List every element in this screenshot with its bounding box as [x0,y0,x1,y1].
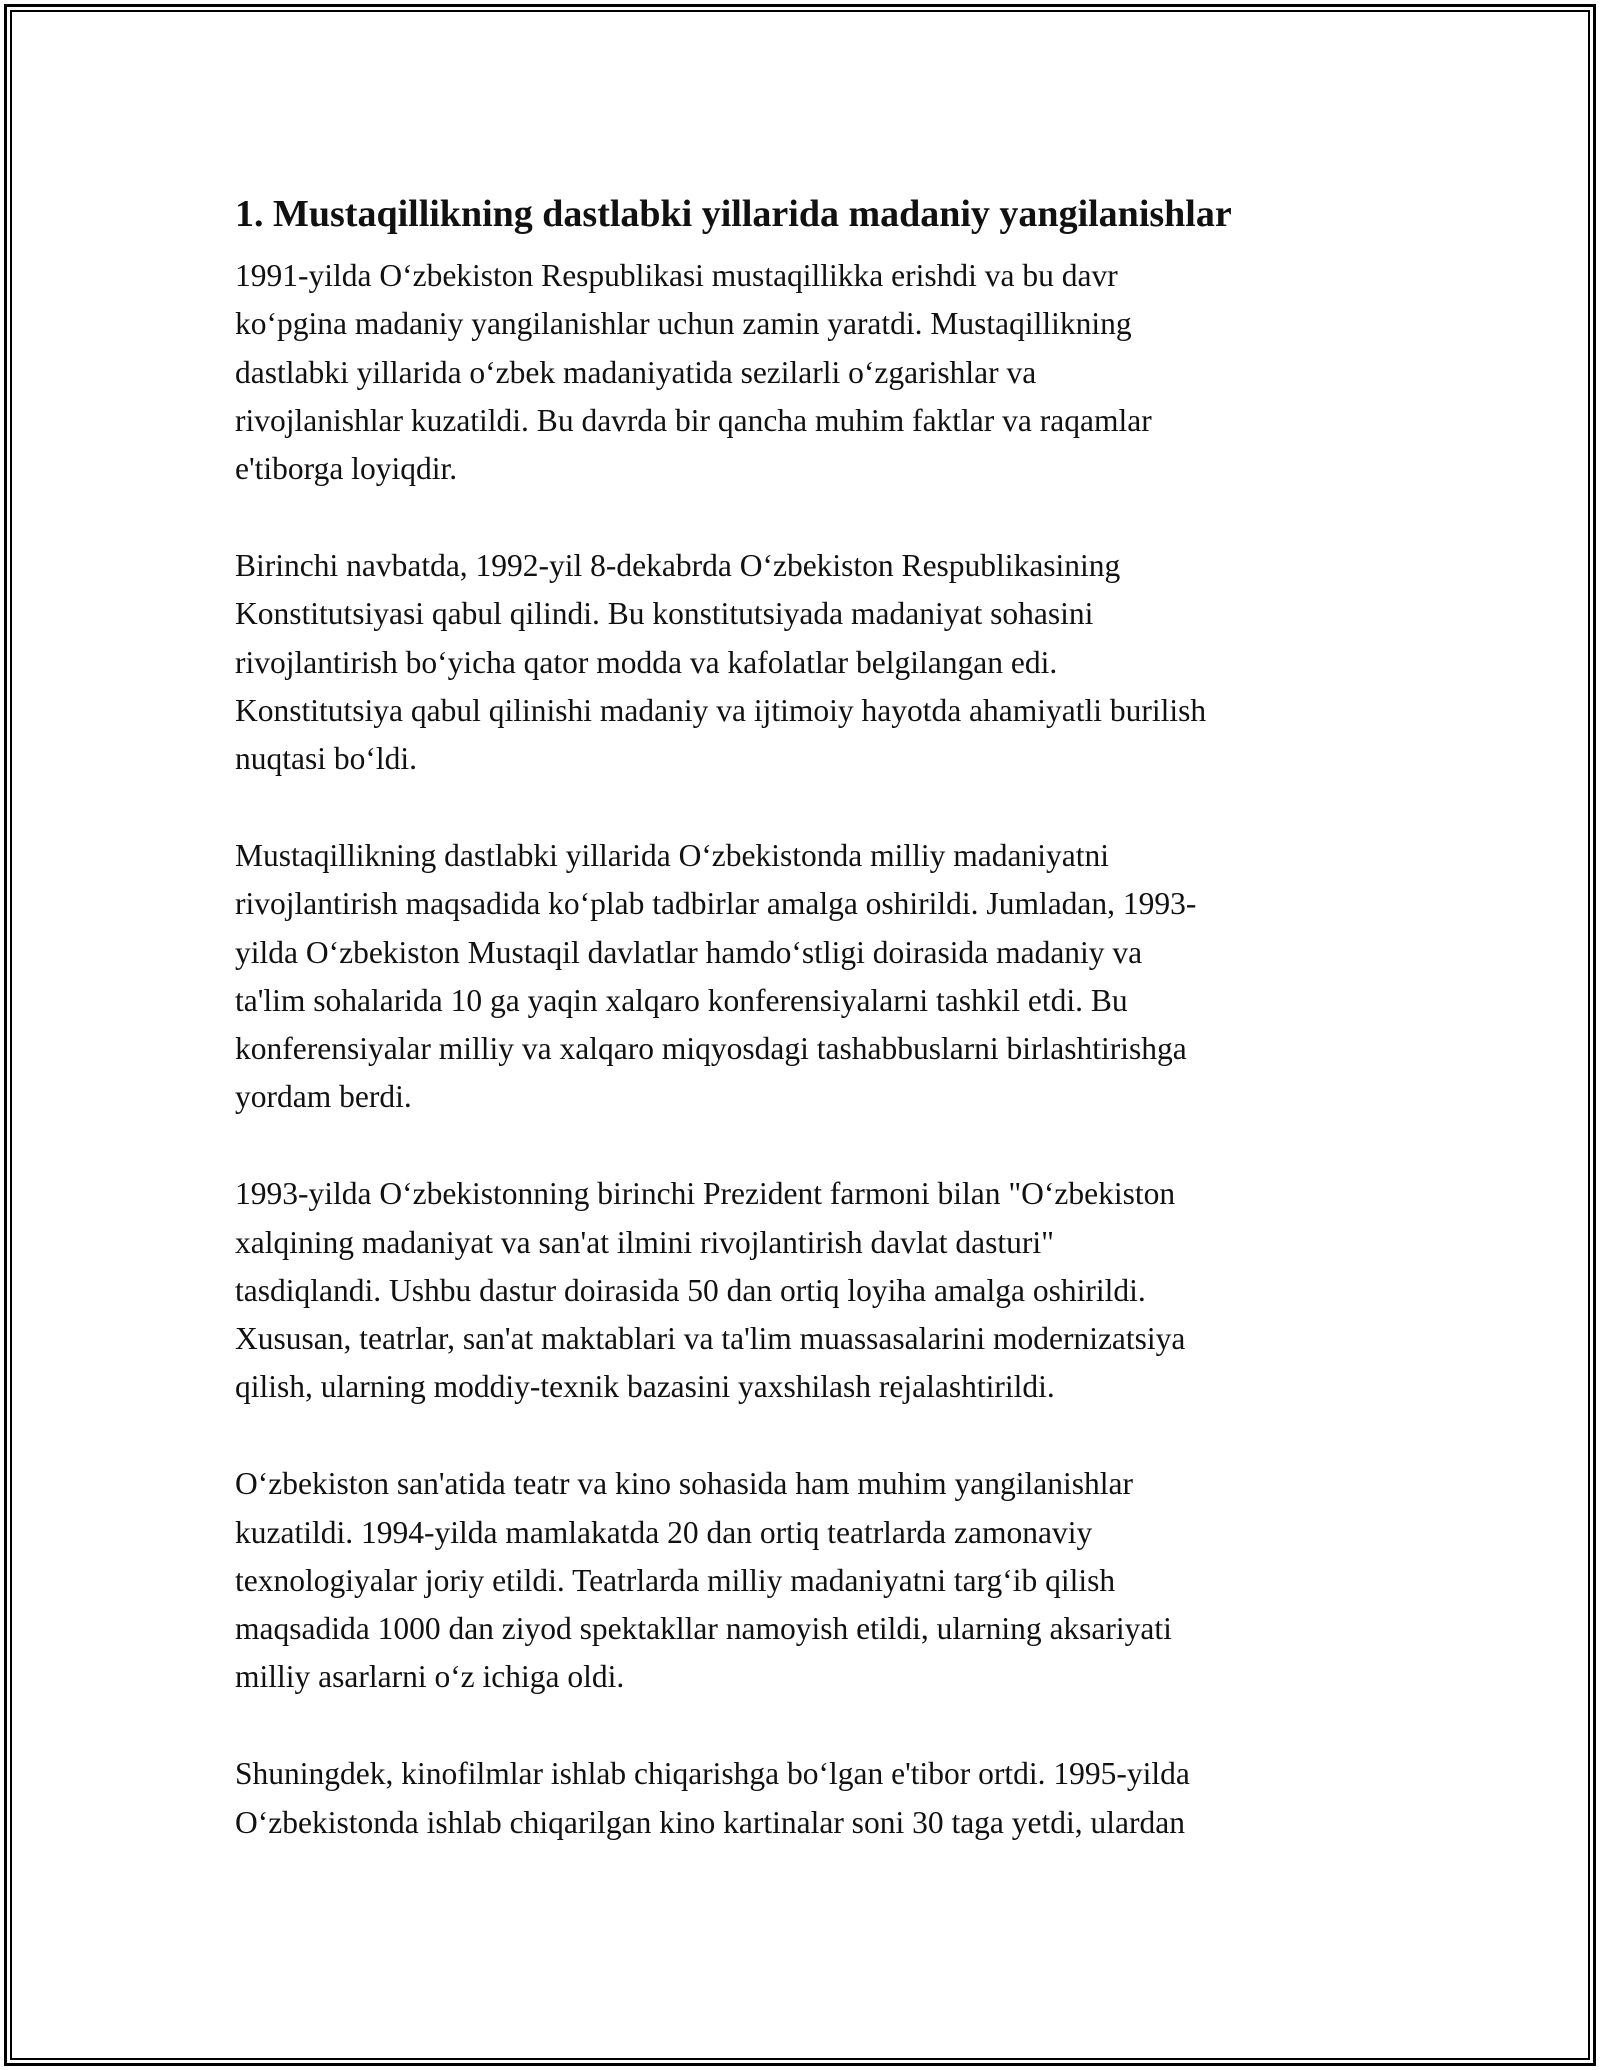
paragraph-theatre: O‘zbekiston san'atida teatr va kino sohasida ham muhim yangilanishlar kuzatildi. 1994-yilda mamlakatda 20 dan ortiq teatrlarda zamonaviy texnologiyalar joriy etildi. Teatrlarda milliy madaniyatni targ‘ib qilish maqsadida 1000 dan ziyod spektakllar namoyish etildi, ularning aksariyati milliy asarlarni o‘z ichiga oldi. [235,1466,1172,1695]
paragraph-conferences: Mustaqillikning dastlabki yillarida O‘zbekistonda milliy madaniyatni rivojlantirish maqsadida ko‘plab tadbirlar amalga oshirildi. Jumladan, 1993- yilda O‘zbekiston Mustaqil davlatlar hamdo‘stligi doirasida madaniy va ta'lim sohalarida 10 ga yaqin xalqaro konferensiyalarni tashkil etdi. Bu konferensiyalar milliy va xalqaro miqyosdagi tashabbuslarni birlashtirishga yordam berdi. [235,837,1197,1115]
paragraph-state-program: 1993-yilda O‘zbekistonning birinchi Prezident farmoni bilan "O‘zbekiston xalqining madaniyat va san'at ilmini rivojlantirish davlat dasturi" tasdiqlandi. Ushbu dastur doirasida 50 dan ortiq loyiha amalga oshirildi. Xususan, teatrlar, san'at maktablari va ta'lim muassasalarini modernizatsiya qilish, ularning moddiy-texnik bazasini yaxshilash rejalashtirildi. [235,1176,1186,1405]
paragraph-independence: 1991-yilda O‘zbekiston Respublikasi mustaqillikka erishdi va bu davr ko‘pgina madaniy yangilanishlar uchun zamin yaratdi. Mustaqillikning dastlabki yillarida o‘zbek madaniyatida sezilarli o‘zgarishlar va rivojlanishlar kuzatildi. Bu davrda bir qancha muhim faktlar va raqamlar e'tiborga loyiqdir. [235,258,1152,487]
section-heading: 1. Mustaqillikning dastlabki yillarida madaniy yangilanishlar [235,193,1232,235]
document-body [235,186,1375,1895]
paragraph-cinema: Shuningdek, kinofilmlar ishlab chiqarishga bo‘lgan e'tibor ortdi. 1995-yilda O‘zbekistonda ishlab chiqarilgan kino kartinalar soni 30 taga yetdi, ulardan [235,1756,1190,1840]
paragraph-constitution: Birinchi navbatda, 1992-yil 8-dekabrda O‘zbekiston Respublikasining Konstitutsiyasi qabul qilindi. Bu konstitutsiyada madaniyat sohasini rivojlantirish bo‘yicha qator modda va kafolatlar belgilangan edi. Konstitutsiya qabul qilinishi madaniy va ijtimoiy hayotda ahamiyatli burilish nuqtasi bo‘ldi. [235,547,1207,777]
